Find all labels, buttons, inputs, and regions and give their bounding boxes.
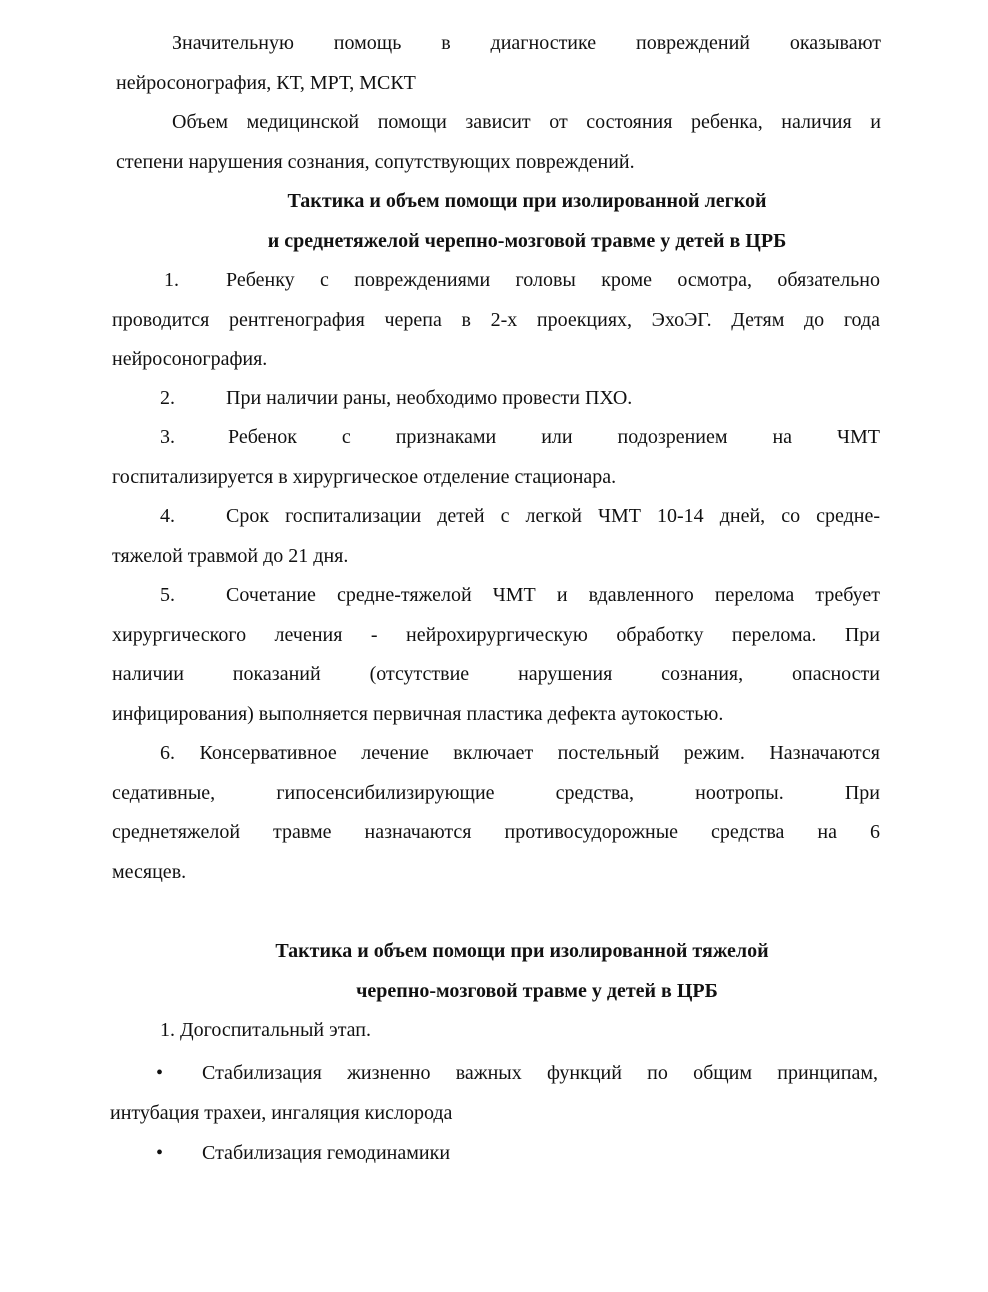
item-number: 4. <box>160 505 175 527</box>
text-fragment: Стабилизация гемодинамики <box>202 1142 451 1164</box>
text-line <box>112 261 880 301</box>
text-fragment: Ребенок с признаками или подозрением на ЧМТ <box>228 426 880 448</box>
text-line <box>112 379 880 419</box>
text-line: месяцев. <box>112 860 187 883</box>
text-line: тяжелой травмой до 21 дня. <box>112 544 349 567</box>
list-item <box>112 379 880 419</box>
text-line: нейросонография. <box>112 348 268 370</box>
text-line: Объем медицинской помощи зависит от состояния ребенка, наличия и <box>172 111 881 133</box>
text-line <box>110 1054 878 1094</box>
text-fragment: Сочетание средне-тяжелой ЧМТ и вдавленного перелома требует <box>226 584 880 606</box>
bullet-item <box>110 1054 878 1133</box>
text-line: седативные, гипосенсибилизирующие средства, ноотропы. При <box>112 781 880 804</box>
text-fragment: Ребенку с повреждениями головы кроме осмотра, обязательно <box>226 269 880 291</box>
text-line: инфицирования) выполняется первичная пластика дефекта аутокостью. <box>112 702 724 725</box>
text-line <box>110 1134 878 1174</box>
text-line: нейросонография, КТ, МРТ, МСКТ <box>116 71 416 94</box>
text-line <box>112 497 880 537</box>
item-number: 3. <box>160 426 175 448</box>
section-heading-1 <box>112 182 942 261</box>
text-fragment: Срок госпитализации детей с легкой ЧМТ 10-14 дней, со средне- <box>226 505 880 527</box>
bullet-icon: • <box>156 1142 164 1164</box>
intro-paragraph-2 <box>116 103 881 182</box>
text-fragment: Стабилизация жизненно важных функций по общим принципам, <box>202 1062 878 1084</box>
section-heading-2 <box>112 932 932 1011</box>
stage-title <box>112 1011 880 1051</box>
heading-line: Тактика и объем помощи при изолированной тяжелой <box>275 940 769 962</box>
text-line <box>112 576 880 616</box>
text-line <box>112 418 880 458</box>
text-line: Значительную помощь в диагностике повреждений оказывают <box>172 32 881 54</box>
bullet-icon: • <box>156 1062 164 1084</box>
text-line: среднетяжелой травме назначаются противосудорожные средства на 6 <box>112 821 880 843</box>
item-number: 5. <box>160 584 175 606</box>
item-number: 2. <box>160 387 175 409</box>
text-line: интубация трахеи, ингаляция кислорода <box>110 1101 453 1124</box>
item-number: 1. <box>164 269 179 291</box>
list-item <box>112 576 880 734</box>
text-line: проводится рентгенография черепа в 2-х проекциях, ЭхоЭГ. Детям до года <box>112 308 880 331</box>
intro-paragraph-1 <box>116 24 881 103</box>
text-line: 1. Догоспитальный этап. <box>160 1019 371 1041</box>
heading-line: черепно-мозговой травме у детей в ЦРБ <box>356 979 718 1002</box>
bullet-item <box>110 1134 878 1174</box>
text-line: хирургического лечения - нейрохирургическую обработку перелома. При <box>112 623 880 646</box>
list-item <box>112 418 880 497</box>
text-line: 6. Консервативное лечение включает постельный режим. Назначаются <box>160 742 880 764</box>
heading-line: Тактика и объем помощи при изолированной легкой <box>287 190 767 212</box>
list-item <box>112 261 880 380</box>
text-line: степени нарушения сознания, сопутствующих повреждений. <box>116 150 635 173</box>
list-item <box>112 734 880 892</box>
text-fragment: При наличии раны, необходимо провести ПХО. <box>226 387 633 409</box>
heading-line: и среднетяжелой черепно-мозговой травме у детей в ЦРБ <box>267 229 787 252</box>
text-line: госпитализируется в хирургическое отделение стационара. <box>112 465 617 488</box>
text-line: наличии показаний (отсутствие нарушения сознания, опасности <box>112 663 880 685</box>
list-item <box>112 497 880 576</box>
